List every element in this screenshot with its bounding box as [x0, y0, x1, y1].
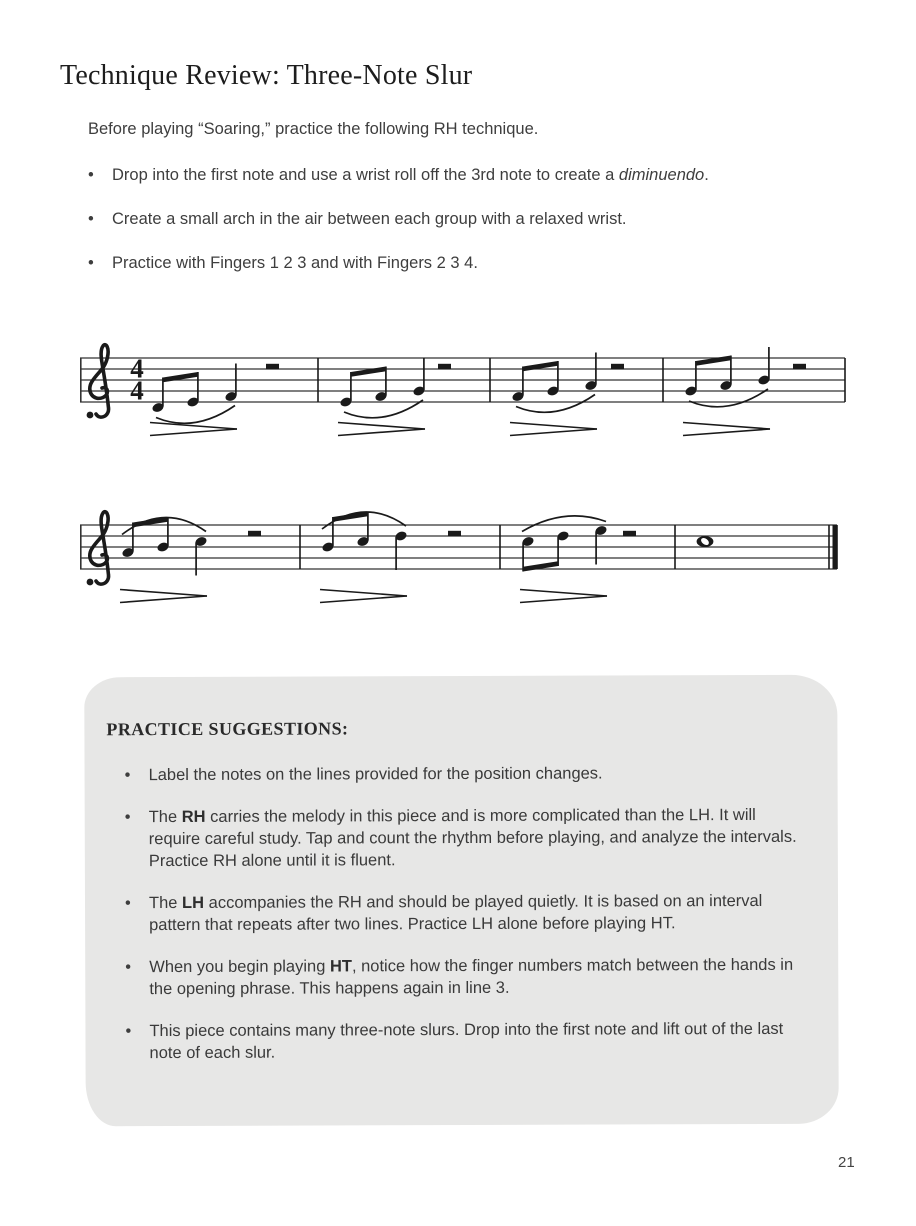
treble-clef-icon — [87, 345, 109, 419]
page-title: Technique Review: Three-Note Slur — [60, 60, 473, 91]
diminuendo-hairpin — [150, 423, 237, 436]
measure — [510, 353, 624, 436]
beam — [523, 561, 558, 571]
list-item — [125, 954, 810, 1000]
svg-text:4: 4 — [130, 353, 144, 384]
half-rest — [623, 531, 636, 536]
bullet-icon: • — [125, 1022, 132, 1041]
list-item — [125, 1018, 810, 1064]
diminuendo-hairpin — [338, 423, 425, 436]
bullet-icon: • — [88, 210, 94, 228]
bullet-text: Create a small arch in the air between each group with a relaxed wrist. — [112, 210, 627, 228]
half-rest — [448, 531, 461, 536]
beam — [523, 361, 558, 371]
time-signature — [130, 354, 144, 406]
practice-suggestions-box — [84, 675, 839, 1127]
bullet-icon: • — [88, 254, 94, 272]
half-rest — [793, 364, 806, 369]
list-item — [125, 762, 810, 786]
bullet-text: The LH accompanies the RH and should be played quietly. It is based on an interval pattern that repeats after two lines. Practice LH alone before playing HT. — [148, 891, 763, 935]
diminuendo-hairpin — [683, 423, 770, 436]
slur — [344, 400, 423, 418]
slur — [516, 395, 595, 413]
music-staff-line-1 — [80, 330, 846, 458]
note-group — [151, 364, 238, 414]
measure — [520, 516, 636, 603]
beam — [333, 512, 368, 522]
measure — [150, 364, 279, 436]
whole-note — [697, 536, 714, 547]
diminuendo-hairpin — [320, 590, 407, 603]
bullet-text: This piece contains many three-note slurs. Drop into the first note and lift out of the last note of each slur. — [149, 1019, 784, 1063]
note-group — [684, 347, 771, 397]
practice-suggestions-list — [85, 762, 839, 1065]
list-item — [88, 210, 868, 228]
bullet-text: The RH carries the melody in this piece and is more complicated than the LH. It will require careful study. Tap and count the rhythm before playing, and analyze the intervals. Practice RH alone until it is fluent. — [148, 805, 797, 871]
treble-clef-icon — [87, 512, 109, 586]
list-item — [125, 804, 810, 872]
intro-text: Before playing “Soaring,” practice the following RH technique. — [88, 120, 539, 138]
note-group — [339, 358, 426, 408]
slur — [156, 406, 235, 424]
bullet-icon: • — [124, 766, 131, 785]
diminuendo-hairpin — [120, 590, 207, 603]
list-item — [88, 166, 868, 184]
slur — [522, 516, 606, 532]
list-item — [125, 890, 810, 936]
page-number: 21 — [838, 1154, 855, 1171]
music-staff-line-2 — [80, 495, 838, 623]
note-group — [521, 525, 608, 572]
technique-bullet-list — [88, 166, 868, 298]
practice-suggestions-heading: PRACTICE SUGGESTIONS: — [106, 718, 349, 740]
bullet-icon: • — [88, 166, 94, 184]
half-rest — [611, 364, 624, 369]
beam — [351, 367, 386, 377]
bullet-text: When you begin playing HT, notice how the finger numbers match between the hands in the opening phrase. This happens again in line 3. — [149, 955, 794, 999]
half-rest — [438, 364, 451, 369]
beam — [163, 372, 198, 382]
bullet-icon: • — [124, 894, 131, 913]
bullet-text: Drop into the first note and use a wrist roll off the 3rd note to create a diminuendo. — [112, 166, 709, 184]
half-rest — [248, 531, 261, 536]
svg-text:4: 4 — [130, 375, 144, 406]
list-item — [88, 254, 868, 272]
measure — [120, 517, 261, 603]
bullet-icon: • — [125, 958, 132, 977]
note-group — [511, 353, 598, 403]
slur — [689, 389, 768, 407]
diminuendo-hairpin — [510, 423, 597, 436]
bullet-text: Label the notes on the lines provided for the position changes. — [148, 764, 603, 785]
bullet-icon: • — [124, 808, 131, 827]
bullet-text: Practice with Fingers 1 2 3 and with Fingers 2 3 4. — [112, 254, 478, 272]
beam — [696, 356, 731, 366]
beam — [133, 517, 168, 527]
measure — [697, 536, 714, 547]
half-rest — [266, 364, 279, 369]
final-barline-thick — [833, 525, 838, 569]
diminuendo-hairpin — [520, 590, 607, 603]
